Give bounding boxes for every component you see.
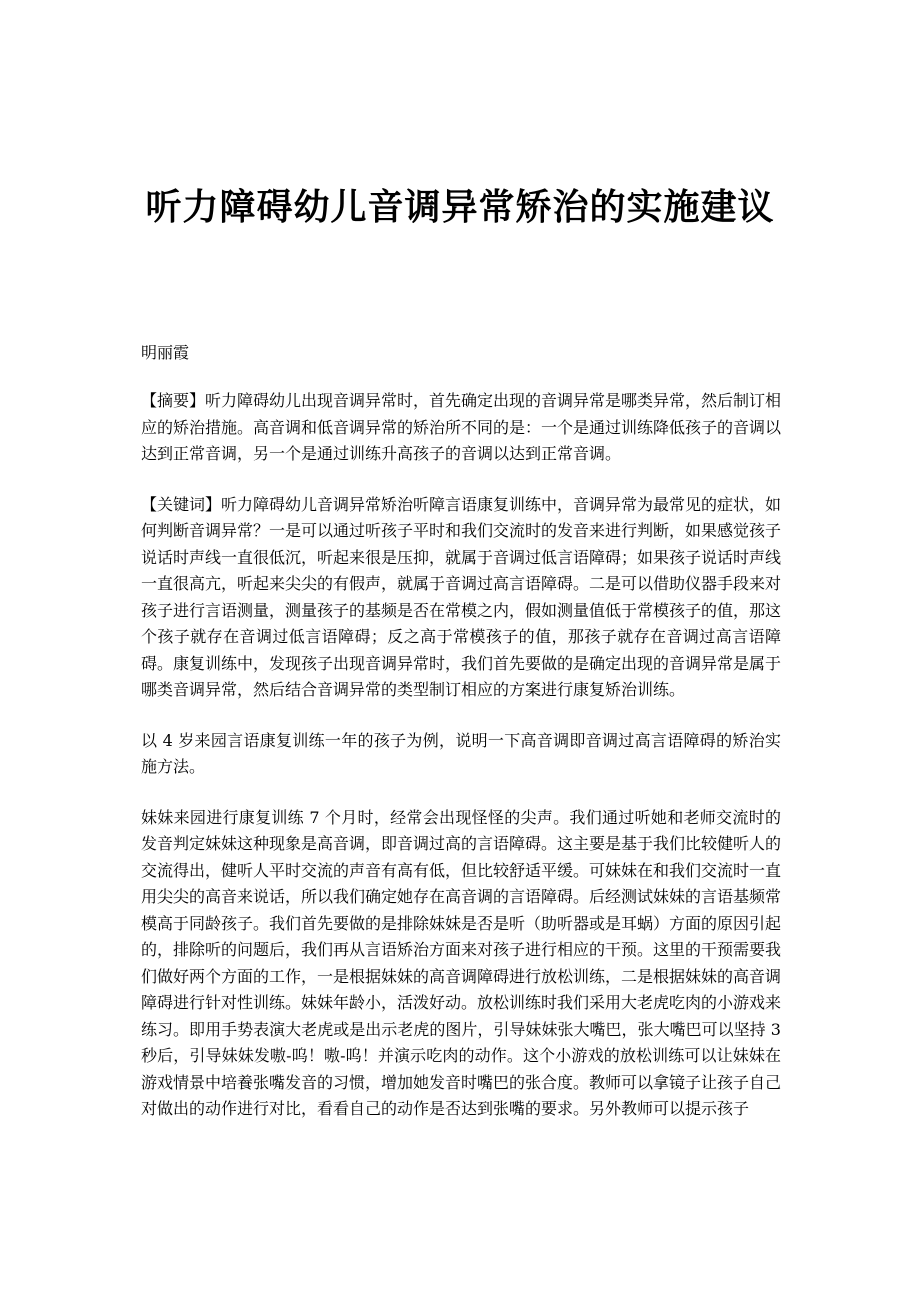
document-title: 听力障碍幼儿音调异常矫治的实施建议 <box>145 187 775 228</box>
case-paragraph: 妹妹来园进行康复训练 7 个月时，经常会出现怪怪的尖声。我们通过听她和老师交流时的发音判定妹妹这种现象是高音调，即音调过高的言语障碍。这主要是基于我们比较健听人的交流得出，健听人平时交流的声音有高有低，但比较舒适平缓。可妹妹在和我们交流时一直用尖尖的高音来说话，所以我们确定她存在高音调的言语障碍。后经测试妹妹的言语基频常模高于同龄孩子。我们首先要做的是排除妹妹是否是听（助听器或是耳蜗）方面的原因引起的，排除听的问题后，我们再从言语矫治方面来对孩子进行相应的干预。这里的干预需要我们做好两个方面的工作，一是根据妹妹的高音调障碍进行放松训练，二是根据妹妹的高音调障碍进行针对性训练。妹妹年龄小，活泼好动。放松训练时我们采用大老虎吃肉的小游戏来练习。即用手势表演大老虎或是出示老虎的图片，引导妹妹张大嘴巴，张大嘴巴可以坚持 3 秒后，引导妹妹发嗷-呜！嗷-呜！并演示吃肉的动作。这个小游戏的放松训练可以让妹妹在游戏情景中培養张嘴发音的习惯，增加她发音时嘴巴的张合度。教师可以拿镜子让孩子自己对做出的动作进行对比，看看自己的动作是否达到张嘴的要求。另外教师可以提示孩子 <box>141 807 782 1118</box>
author-name: 明丽霞 <box>141 343 190 362</box>
document-body <box>141 340 781 1147</box>
abstract-paragraph: 【摘要】听力障碍幼儿出现音调异常时，首先确定出现的音调异常是哪类异常，然后制订相应的矫治措施。高音调和低音调异常的矫治所不同的是：一个是通过训练降低孩子的音调以达到正常音调，另一个是通过训练升高孩子的音调以达到正常音调。 <box>141 391 782 463</box>
keywords-paragraph: 【关键词】听力障碍幼儿音调异常矫治听障言语康复训练中，音调异常为最常见的症状，如何判断音调异常？一是可以通过听孩子平时和我们交流时的发音来进行判断，如果感觉孩子说话时声线一直很低沉，听起来很是压抑，就属于音调过低言语障碍；如果孩子说话时声线一直很高亢，听起来尖尖的有假声，就属于音调过高言语障碍。二是可以借助仪器手段来对孩子进行言语测量，测量孩子的基频是否在常模之内，假如测量值低于常模孩子的值，那这个孩子就存在音调过低言语障碍；反之高于常模孩子的值，那孩子就存在音调过高言语障碍。康复训练中，发现孩子出现音调异常时，我们首先要做的是确定出现的音调异常是属于哪类音调异常，然后结合音调异常的类型制订相应的方案进行康复矫治训练。 <box>141 494 782 699</box>
intro-paragraph: 以 4 岁来园言语康复训练一年的孩子为例，说明一下高音调即音调过高言语障碍的矫治实施方法。 <box>141 730 781 776</box>
